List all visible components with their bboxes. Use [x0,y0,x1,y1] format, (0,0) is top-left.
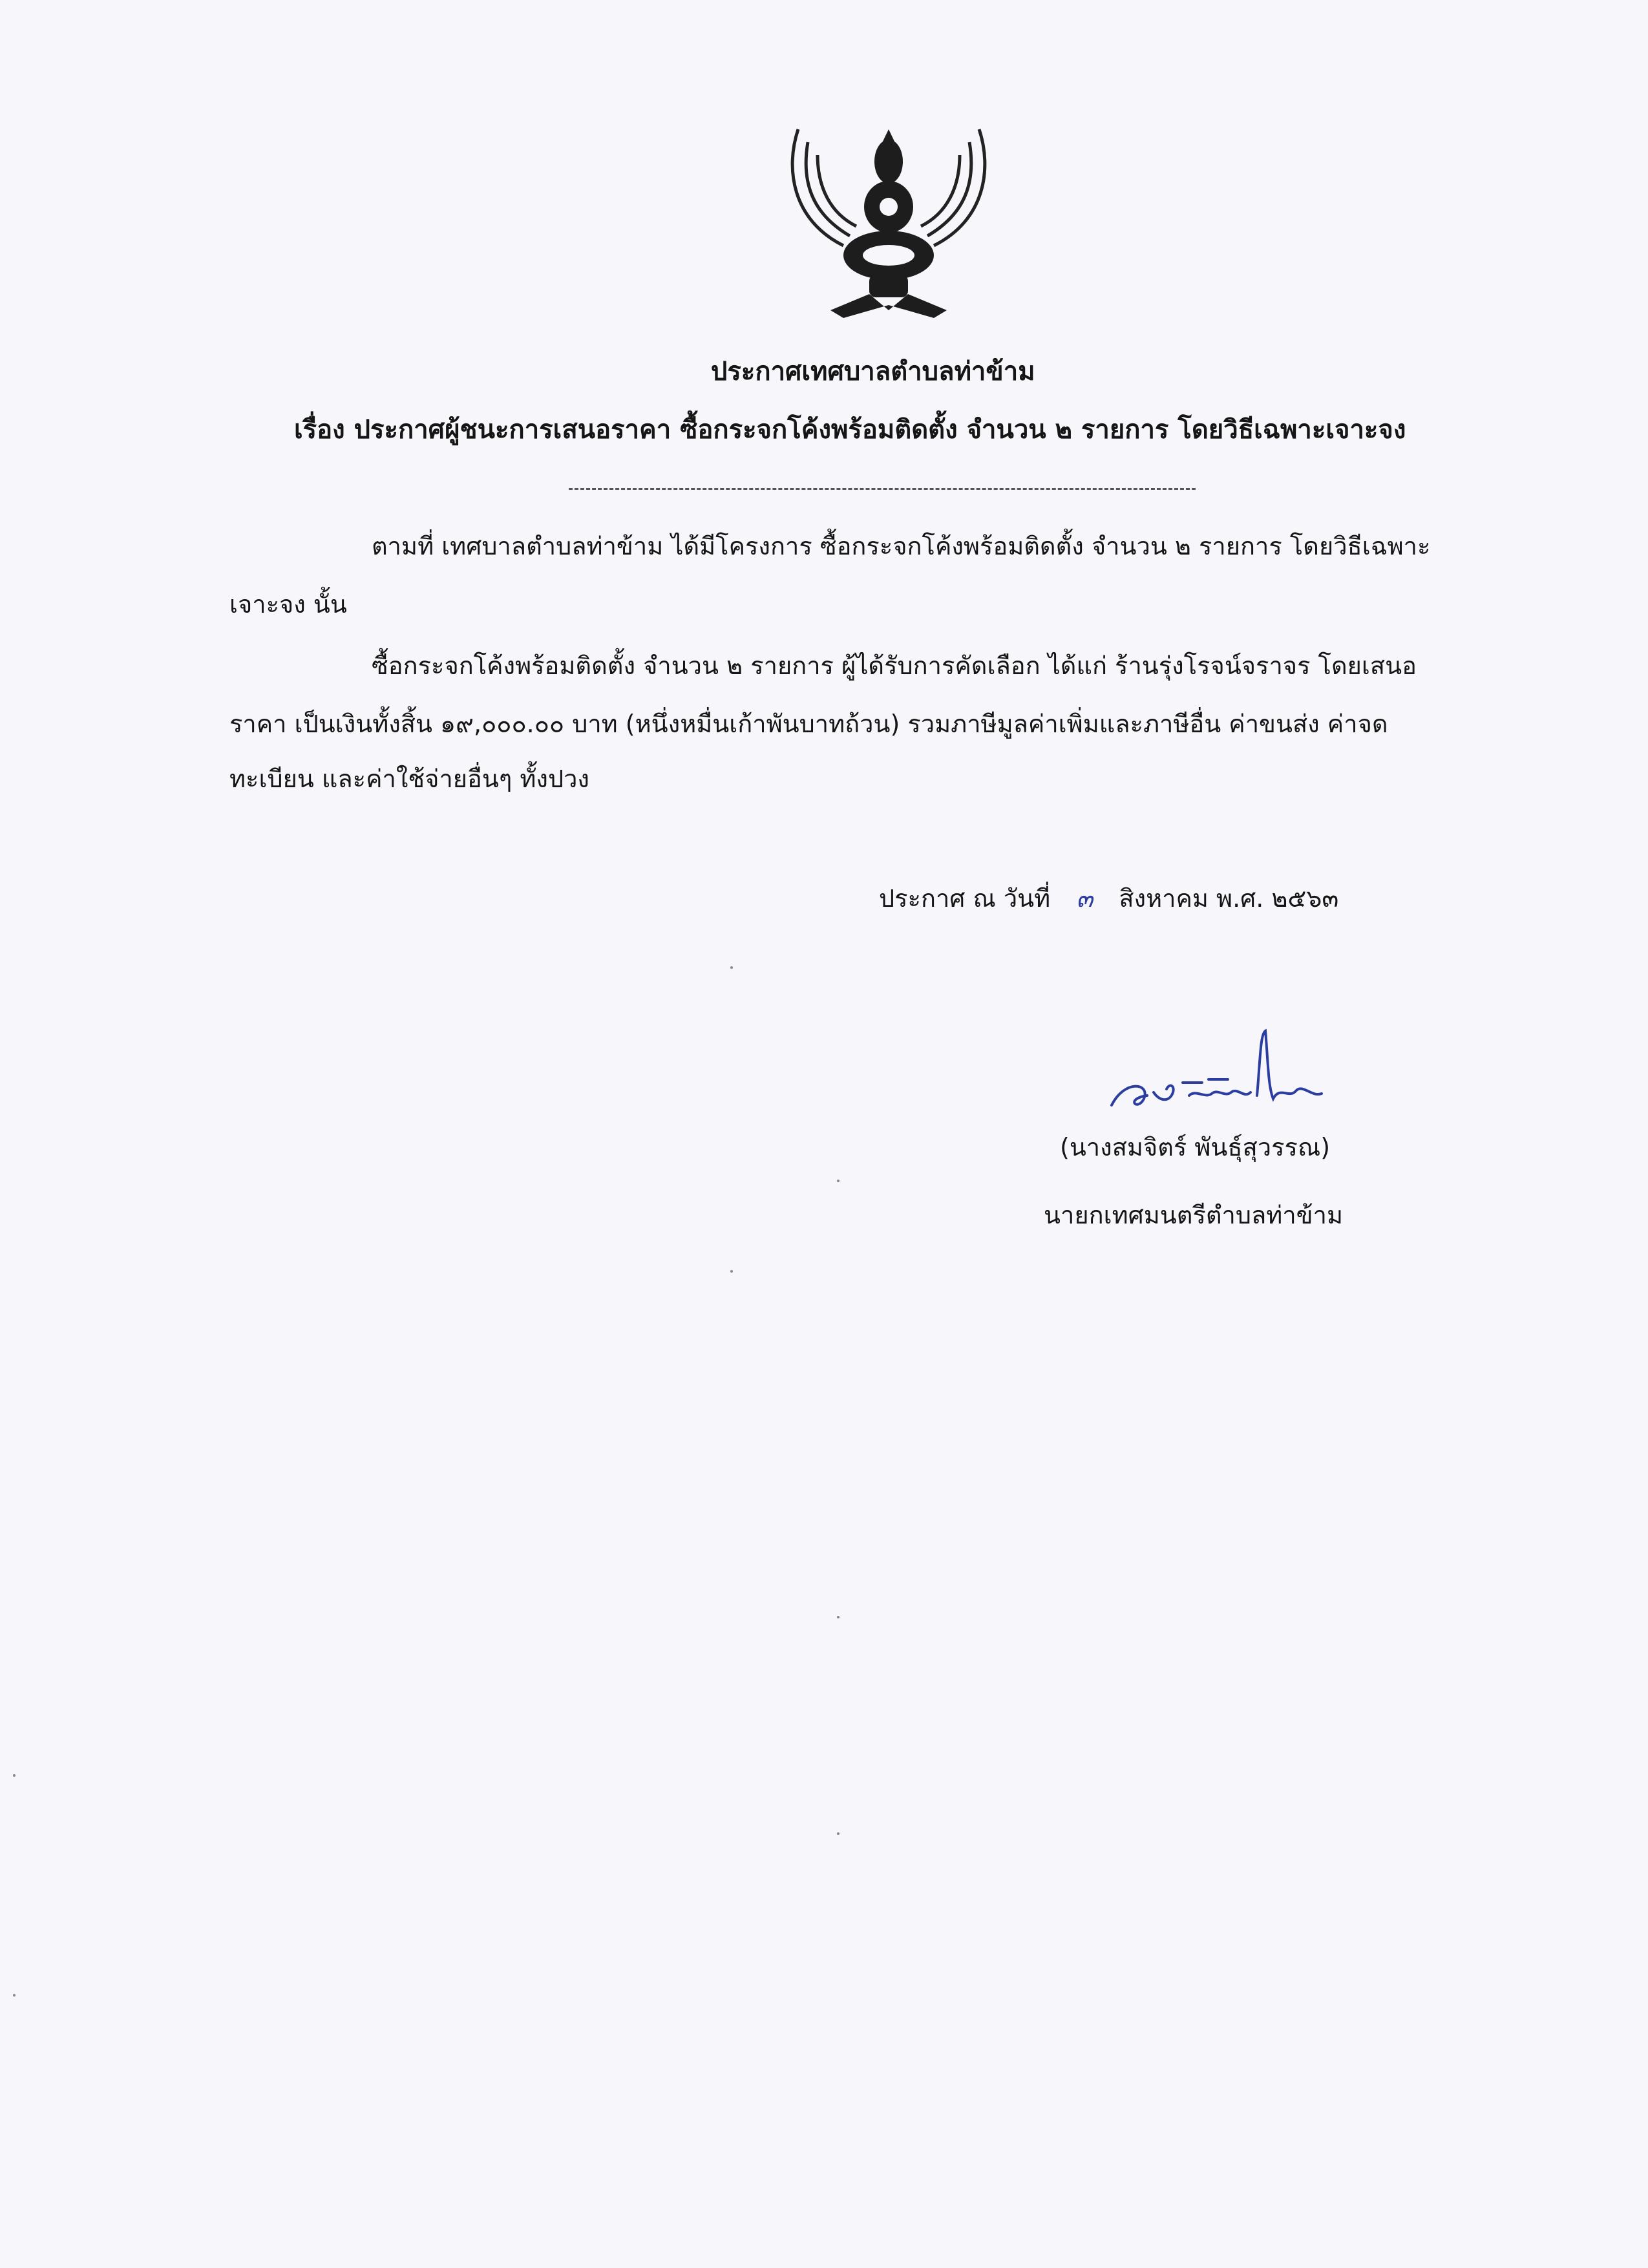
garuda-emblem-icon [772,116,1005,330]
signer-name: (นางสมจิตร์ พันธุ์สุวรรณ) [1060,1133,1331,1161]
paragraph-2-line-3: ทะเบียน และค่าใช้จ่ายอื่นๆ ทั้งปวง [229,765,589,793]
paragraph-1-line-2: เจาะจง นั้น [229,590,347,619]
date-day: ๓ [1076,884,1093,913]
scan-speck [13,1994,16,1997]
scan-speck [730,966,733,969]
scan-speck [837,1180,840,1182]
scan-speck [730,1270,733,1273]
scan-speck [837,1616,840,1618]
paragraph-2-line-2: ราคา เป็นเงินทั้งสิ้น ๑๙,๐๐๐.๐๐ บาท (หนึ่งหมื่นเก้าพันบาทถ้วน) รวมภาษีมูลค่าเพิ่มและภาษีอื่น ค่าขนส่ง ค่าจด [229,710,1388,738]
announcement-title: ประกาศเทศบาลตำบลท่าข้าม [711,357,1035,387]
signer-position: นายกเทศมนตรีตำบลท่าข้าม [1044,1201,1344,1229]
date-prefix: ประกาศ ณ วันที่ [879,884,1051,913]
date-suffix: สิงหาคม พ.ศ. ๒๕๖๓ [1119,884,1339,913]
handwritten-signature [1099,1021,1344,1125]
announcement-subject: เรื่อง ประกาศผู้ชนะการเสนอราคา ซื้อกระจกโค้งพร้อมติดตั้ง จำนวน ๒ รายการ โดยวิธีเฉพาะเจาะจง [294,415,1406,445]
header-divider [569,488,1196,490]
scan-speck [837,1832,840,1835]
paragraph-1-line-1: ตามที่ เทศบาลตำบลท่าข้าม ได้มีโครงการ ซื้อกระจกโค้งพร้อมติดตั้ง จำนวน ๒ รายการ โดยวิธีเฉพาะ [372,532,1431,560]
scan-speck [13,1774,16,1777]
paragraph-2-line-1: ซื้อกระจกโค้งพร้อมติดตั้ง จำนวน ๒ รายการ ผู้ได้รับการคัดเลือก ได้แก่ ร้านรุ่งโรจน์จราจร โดยเสนอ [372,652,1417,680]
announcement-date [879,879,1338,918]
